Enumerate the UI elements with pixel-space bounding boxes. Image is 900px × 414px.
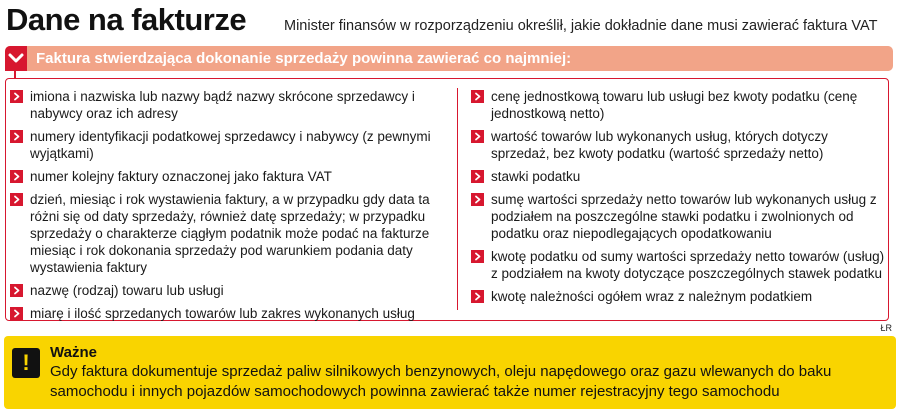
list-item-text: cenę jednostkową towaru lub usługi bez kwoty podatku (cenę jednostkową netto) xyxy=(491,89,858,121)
list-item xyxy=(10,191,450,276)
list-item-text: nazwę (rodzaj) towaru lub usługi xyxy=(30,283,224,298)
list-item xyxy=(471,168,886,185)
note-heading: Ważne xyxy=(50,344,97,361)
list-item xyxy=(10,305,450,322)
list-item-text: miarę i ilość sprzedanych towarów lub zakres wykonanych usług xyxy=(30,306,415,321)
chevron-right-icon xyxy=(10,130,23,143)
exclamation-icon: ! xyxy=(12,348,40,378)
chevron-right-icon xyxy=(471,290,484,303)
list-item xyxy=(471,128,886,162)
requirements-list-right xyxy=(471,88,886,311)
chevron-right-icon xyxy=(471,170,484,183)
list-item xyxy=(471,248,886,282)
list-item-text: imiona i nazwiska lub nazwy bądź nazwy skrócone sprzedawcy i nabywcy oraz ich adresy xyxy=(30,89,415,121)
list-item xyxy=(471,88,886,122)
source-credit: ŁR xyxy=(880,323,892,333)
chevron-right-icon xyxy=(10,193,23,206)
list-item-text: kwotę należności ogółem wraz z należnym podatkiem xyxy=(491,289,813,304)
page-title: Dane na fakturze xyxy=(6,2,247,37)
chevron-right-icon xyxy=(471,250,484,263)
list-item xyxy=(10,128,450,162)
note-text: Gdy faktura dokumentuje sprzedaż paliw silnikowych benzynowych, oleju napędowego oraz gazu wlewanych do baku samochodu i innych pojazdów samochodowych powinna zawierać także numer rejestracyjny tego samochodu xyxy=(50,363,832,400)
page-subtitle: Minister finansów w rozporządzeniu określił, jakie dokładnie dane musi zawierać faktura VAT xyxy=(284,18,878,34)
section-banner-text: Faktura stwierdzająca dokonanie sprzedaży powinna zawierać co najmniej: xyxy=(36,50,572,67)
list-item-text: stawki podatku xyxy=(491,169,581,184)
list-item xyxy=(10,282,450,299)
chevron-right-icon xyxy=(10,170,23,183)
requirements-list-left xyxy=(10,88,450,328)
list-item-text: numery identyfikacji podatkowej sprzedawcy i nabywcy (z pewnymi wyjątkami) xyxy=(30,129,431,161)
chevron-right-icon xyxy=(10,90,23,103)
chevron-right-icon xyxy=(10,284,23,297)
list-item xyxy=(10,88,450,122)
list-item xyxy=(471,288,886,305)
list-item xyxy=(10,168,450,185)
list-item-text: wartość towarów lub wykonanych usług, których dotyczy sprzedaż, bez kwoty podatku (wartość sprzedaży netto) xyxy=(491,129,828,161)
chevron-down-icon xyxy=(5,46,27,71)
chevron-right-icon xyxy=(10,307,23,320)
chevron-right-icon xyxy=(471,90,484,103)
chevron-right-icon xyxy=(471,193,484,206)
list-item-text: numer kolejny faktury oznaczonej jako faktura VAT xyxy=(30,169,332,184)
list-item-text: sumę wartości sprzedaży netto towarów lub wykonanych usług z podziałem na poszczególne stawki podatku i zwolnionych od podatku oraz niepodlegających opodatkowaniu xyxy=(491,192,877,241)
list-item-text: kwotę podatku od sumy wartości sprzedaży netto towarów (usług) z podziałem na kwoty dotyczące poszczególnych stawek podatku xyxy=(491,249,885,281)
list-item-text: dzień, miesiąc i rok wystawienia faktury, a w przypadku gdy data ta różni się od daty sprzedaży, również datę sprzedaży; w przypadku sprzedaży o charakterze ciągłym podatnik może podać na fakturze miesiąc i rok dokonania sprzedaży pod warunkiem podania daty wystawienia faktury xyxy=(30,192,430,275)
chevron-right-icon xyxy=(471,130,484,143)
list-item xyxy=(471,191,886,242)
column-divider xyxy=(457,88,458,310)
